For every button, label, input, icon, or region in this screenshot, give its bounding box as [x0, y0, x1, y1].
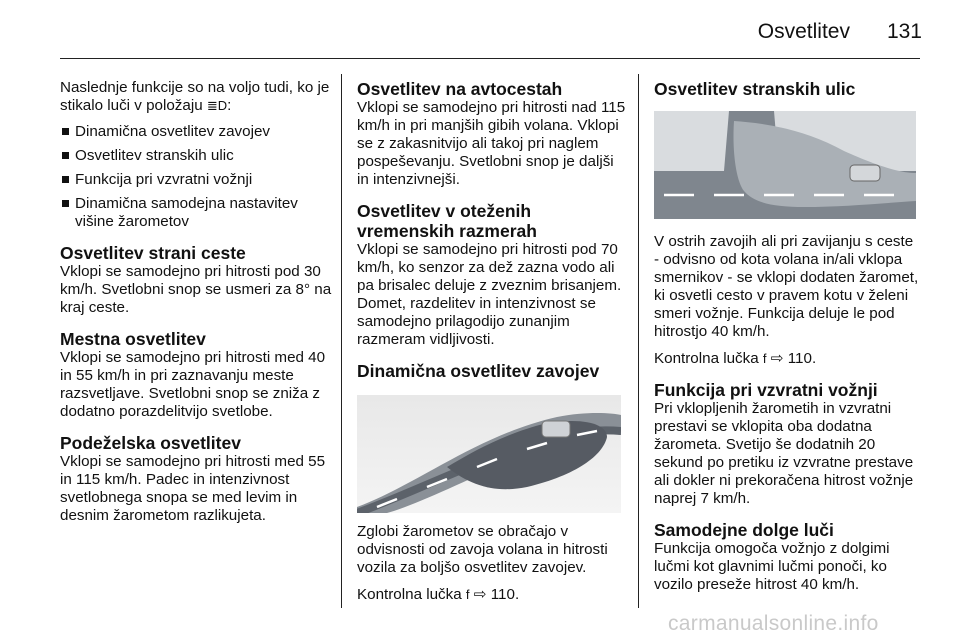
page-title: Osvetlitev — [757, 20, 850, 43]
section-road-side-lighting — [60, 243, 332, 317]
curve-lighting-illustration — [357, 395, 621, 513]
section-motorway-lighting — [357, 79, 629, 189]
section-town-lighting — [60, 329, 332, 421]
side-street-text: V ostrih zavojih ali pri zavijanju s ceste - odvisno od kota volana in/ali vklopa smernikov - se vklopi dodaten žaromet, ki osvetli cesto v pravem kotu v želeni smeri vožnje. Funkcija deluje le pod hitrostjo 40 km/h. — [654, 233, 919, 340]
section-text: Vklopi se samodejno pri hitrosti pod 70 km/h, ko senzor za dež zazna vodo ali pa brisalec deluje z zveznim brisanjem. Domet, razdelitev in intenzivnost se samodejno prilagodijo zunanjim razmeram vidljivosti. — [357, 241, 622, 348]
section-country-lighting — [60, 433, 332, 525]
section-adverse-weather-lighting — [357, 201, 629, 349]
section-text: Vklopi se samodejno pri hitrosti med 40 in 55 km/h in pri zaznavanju meste razsvetljave. Svetlobni snop se zniža z dodatno porazdelitvijo svetlobe. — [60, 349, 326, 420]
page-reference: ⇨ 110. — [473, 586, 520, 603]
light-switch-symbol: ≣D — [206, 98, 228, 113]
side-street-lighting-illustration — [654, 111, 916, 219]
indicator-reference: Kontrolna lučka f ⇨ 110. — [654, 350, 817, 367]
column-1 — [60, 79, 332, 537]
indicator-symbol: f — [762, 351, 767, 366]
page-reference: ⇨ 110. — [770, 350, 817, 367]
indicator-symbol: f — [465, 587, 470, 602]
column-3 — [654, 79, 920, 606]
list-item: Dinamična osvetlitev zavojev — [60, 123, 332, 141]
watermark: carmanualsonline.info — [668, 612, 879, 635]
list-item: Funkcija pri vzvratni vožnji — [60, 171, 332, 189]
section-heading: Samodejne dolge luči — [654, 520, 834, 540]
section-heading: Funkcija pri vzvratni vožnji — [654, 380, 878, 400]
section-heading: Osvetlitev na avtocestah — [357, 79, 563, 99]
section-heading: Dinamična osvetlitev zavojev — [357, 361, 600, 381]
section-heading: Osvetlitev stranskih ulic — [654, 79, 856, 99]
section-heading: Podeželska osvetlitev — [60, 433, 241, 453]
section-text: Vklopi se samodejno pri hitrosti pod 30 km/h. Svetlobni snop se usmeri za 8° na kraj ceste. — [60, 263, 332, 316]
column-2 — [357, 79, 629, 613]
list-item: Osvetlitev stranskih ulic — [60, 147, 332, 165]
header-divider — [60, 58, 920, 59]
list-item: Dinamična samodejna nastavitev višine žarometov — [60, 195, 332, 231]
feature-list — [60, 123, 332, 231]
column-divider-2 — [638, 74, 639, 608]
column-divider-1 — [341, 74, 342, 608]
page-number: 131 — [886, 20, 922, 43]
dynamic-curve-text: Zglobi žarometov se obračajo v odvisnosti od zavoja volana in hitrosti vozila za boljšo osvetlitev zavojev. — [357, 523, 608, 576]
section-text: Funkcija omogoča vožnjo z dolgimi lučmi kot glavnimi lučmi ponoči, ko vozilo preseže hitrost 40 km/h. — [654, 540, 890, 593]
intro-text: Naslednje funkcije so na voljo tudi, ko je stikalo luči v položaju ≣D: — [60, 79, 330, 114]
section-reversing-function — [654, 380, 920, 508]
section-text: Pri vklopljenih žarometih in vzvratni prestavi se vklopita oba dodatna žarometa. Svetijo še dodatnih 20 sekund po pretiku iz vzvratne prestave ali dokler ni prekoračena hitrost vožnje naprej 7 km/h. — [654, 400, 914, 507]
indicator-reference: Kontrolna lučka f ⇨ 110. — [357, 586, 520, 603]
section-heading: Mestna osvetlitev — [60, 329, 206, 349]
section-text: Vklopi se samodejno pri hitrosti med 55 in 115 km/h. Padec in intenzivnost svetlobnega snopa se med levim in desnim žarometom razlikujeta. — [60, 453, 326, 524]
section-heading: Osvetlitev strani ceste — [60, 243, 246, 263]
section-heading: Osvetlitev v oteženih vremenskih razmerah — [357, 201, 537, 241]
section-auto-high-beam — [654, 520, 920, 594]
section-text: Vklopi se samodejno pri hitrosti nad 115 km/h in pri manjših gibih volana. Vklopi se z zakasnitvijo ali takoj pri naglem pospeševanju. Svetlobni snop je daljši in intenzivnejši. — [357, 99, 626, 188]
